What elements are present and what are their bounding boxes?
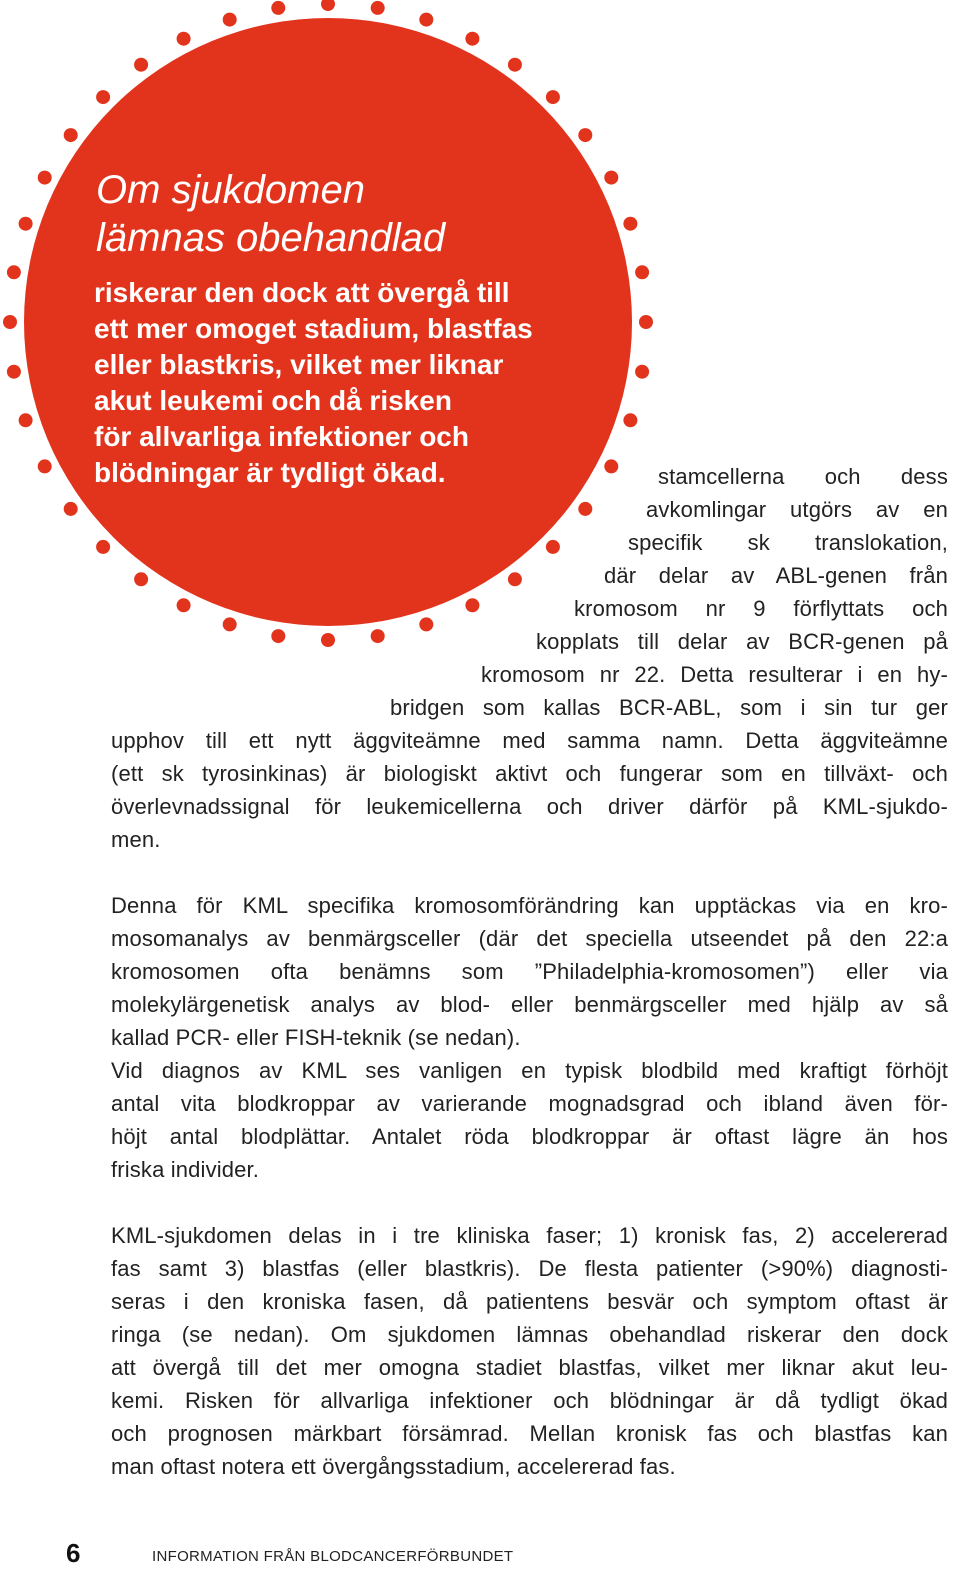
body-line: man oftast notera ett övergångsstadium, accelererad fas.: [111, 1454, 676, 1479]
body-line: fas samt 3) blastfas (eller blastkris). De flesta patienter (>90%) diagnosti-: [111, 1256, 948, 1281]
callout-text-line: eller blastkris, vilket mer liknar: [94, 349, 504, 380]
callout-dot: [271, 629, 285, 643]
callout-text-line: riskerar den dock att övergå till: [94, 277, 510, 308]
callout-dot: [134, 58, 148, 72]
body-line: kromosom nr 9 förflyttats och: [574, 596, 948, 621]
page-number: 6: [66, 1538, 81, 1568]
body-line: KML-sjukdomen delas in i tre kliniska faser; 1) kronisk fas, 2) accelererad: [111, 1223, 948, 1248]
body-line: upphov till ett nytt äggviteämne med samma namn. Detta äggviteämne: [111, 728, 948, 753]
callout-dot: [508, 572, 522, 586]
callout-dot: [223, 617, 237, 631]
callout-dot: [96, 90, 110, 104]
callout-dot: [604, 459, 618, 473]
callout-dot: [419, 617, 433, 631]
callout-dot: [64, 128, 78, 142]
body-line: seras i den kroniska fasen, då patientens besvär och symptom oftast är: [111, 1289, 948, 1314]
callout-dot: [465, 598, 479, 612]
body-line: kromosom nr 22. Detta resulterar i en hy-: [481, 662, 948, 687]
callout-dot: [134, 572, 148, 586]
callout-text-line: blödningar är tydligt ökad.: [94, 457, 446, 488]
callout-dot: [19, 413, 33, 427]
body-line: kallad PCR- eller FISH-teknik (se nedan).: [111, 1025, 521, 1050]
callout-text-line: ett mer omoget stadium, blastfas: [94, 313, 533, 344]
body-line: molekylärgenetisk analys av blod- eller benmärgsceller med hjälp av så: [111, 992, 948, 1017]
callout-dot: [635, 265, 649, 279]
callout-dot: [639, 315, 653, 329]
callout-dot: [623, 217, 637, 231]
body-line: (ett sk tyrosinkinas) är biologiskt aktivt och fungerar som en tillväxt- och: [111, 761, 948, 786]
callout-title-line: Om sjukdomen: [96, 168, 365, 212]
body-line: överlevnadssignal för leukemicellerna och driver därför på KML-sjukdo-: [111, 794, 948, 819]
callout-dot: [321, 633, 335, 647]
callout-dot: [371, 1, 385, 15]
body-line: Vid diagnos av KML ses vanligen en typisk blodbild med kraftigt förhöjt: [111, 1058, 948, 1083]
callout-dot: [508, 58, 522, 72]
callout-dot: [578, 502, 592, 516]
callout-text-line: akut leukemi och då risken: [94, 385, 452, 416]
body-line: specifik sk translokation,: [628, 530, 948, 555]
callout-text-line: för allvarliga infektioner och: [94, 421, 469, 452]
callout-dot: [7, 265, 21, 279]
body-line: ringa (se nedan). Om sjukdomen lämnas obehandlad riskerar den dock: [111, 1322, 948, 1347]
callout-dot: [371, 629, 385, 643]
callout-dot: [635, 365, 649, 379]
callout-title-line: lämnas obehandlad: [96, 216, 446, 260]
body-line: kopplats till delar av BCR-genen på: [536, 629, 948, 654]
callout-dot: [3, 315, 17, 329]
callout-dot: [546, 540, 560, 554]
body-line: bridgen som kallas BCR-ABL, som i sin tur ger: [390, 695, 948, 720]
callout-dot: [96, 540, 110, 554]
body-line: friska individer.: [111, 1157, 260, 1182]
body-line: kemi. Risken för allvarliga infektioner och blödningar är då tydligt ökad: [111, 1388, 948, 1413]
callout-dot: [321, 0, 335, 11]
callout-dot: [7, 365, 21, 379]
body-line: antal vita blodkroppar av varierande mognadsgrad och ibland även för-: [111, 1091, 948, 1116]
callout-dot: [177, 32, 191, 46]
callout-dot: [604, 171, 618, 185]
body-line: Denna för KML specifika kromosomförändring kan upptäckas via en kro-: [111, 893, 948, 918]
callout-dot: [465, 32, 479, 46]
body-line: kromosomen ofta benämns som ”Philadelphia-kromosomen”) eller via: [111, 959, 948, 984]
callout-dot: [271, 1, 285, 15]
body-line: men.: [111, 827, 161, 852]
body-line: stamcellerna och dess: [658, 464, 948, 489]
callout-dot: [19, 217, 33, 231]
callout-dot: [546, 90, 560, 104]
callout-dot: [578, 128, 592, 142]
publisher-label: INFORMATION FRÅN BLODCANCERFÖRBUNDET: [152, 1548, 514, 1565]
callout-dot: [64, 502, 78, 516]
callout-dot: [38, 171, 52, 185]
callout-dot: [38, 459, 52, 473]
body-line: avkomlingar utgörs av en: [646, 497, 948, 522]
callout-dot: [623, 413, 637, 427]
body-line: mosomanalys av benmärgsceller (där det speciella utseendet på den 22:a: [111, 926, 948, 951]
body-line: höjt antal blodplättar. Antalet röda blodkroppar är oftast lägre än hos: [111, 1124, 948, 1149]
body-line: där delar av ABL-genen från: [604, 563, 948, 588]
callout-dot: [177, 598, 191, 612]
body-line: att övergå till det mer omogna stadiet blastfas, vilket mer liknar akut leu-: [111, 1355, 948, 1380]
body-line: och prognosen märkbart försämrad. Mellan kronisk fas och blastfas kan: [111, 1421, 948, 1446]
callout-dot: [419, 13, 433, 27]
callout-dot: [223, 13, 237, 27]
